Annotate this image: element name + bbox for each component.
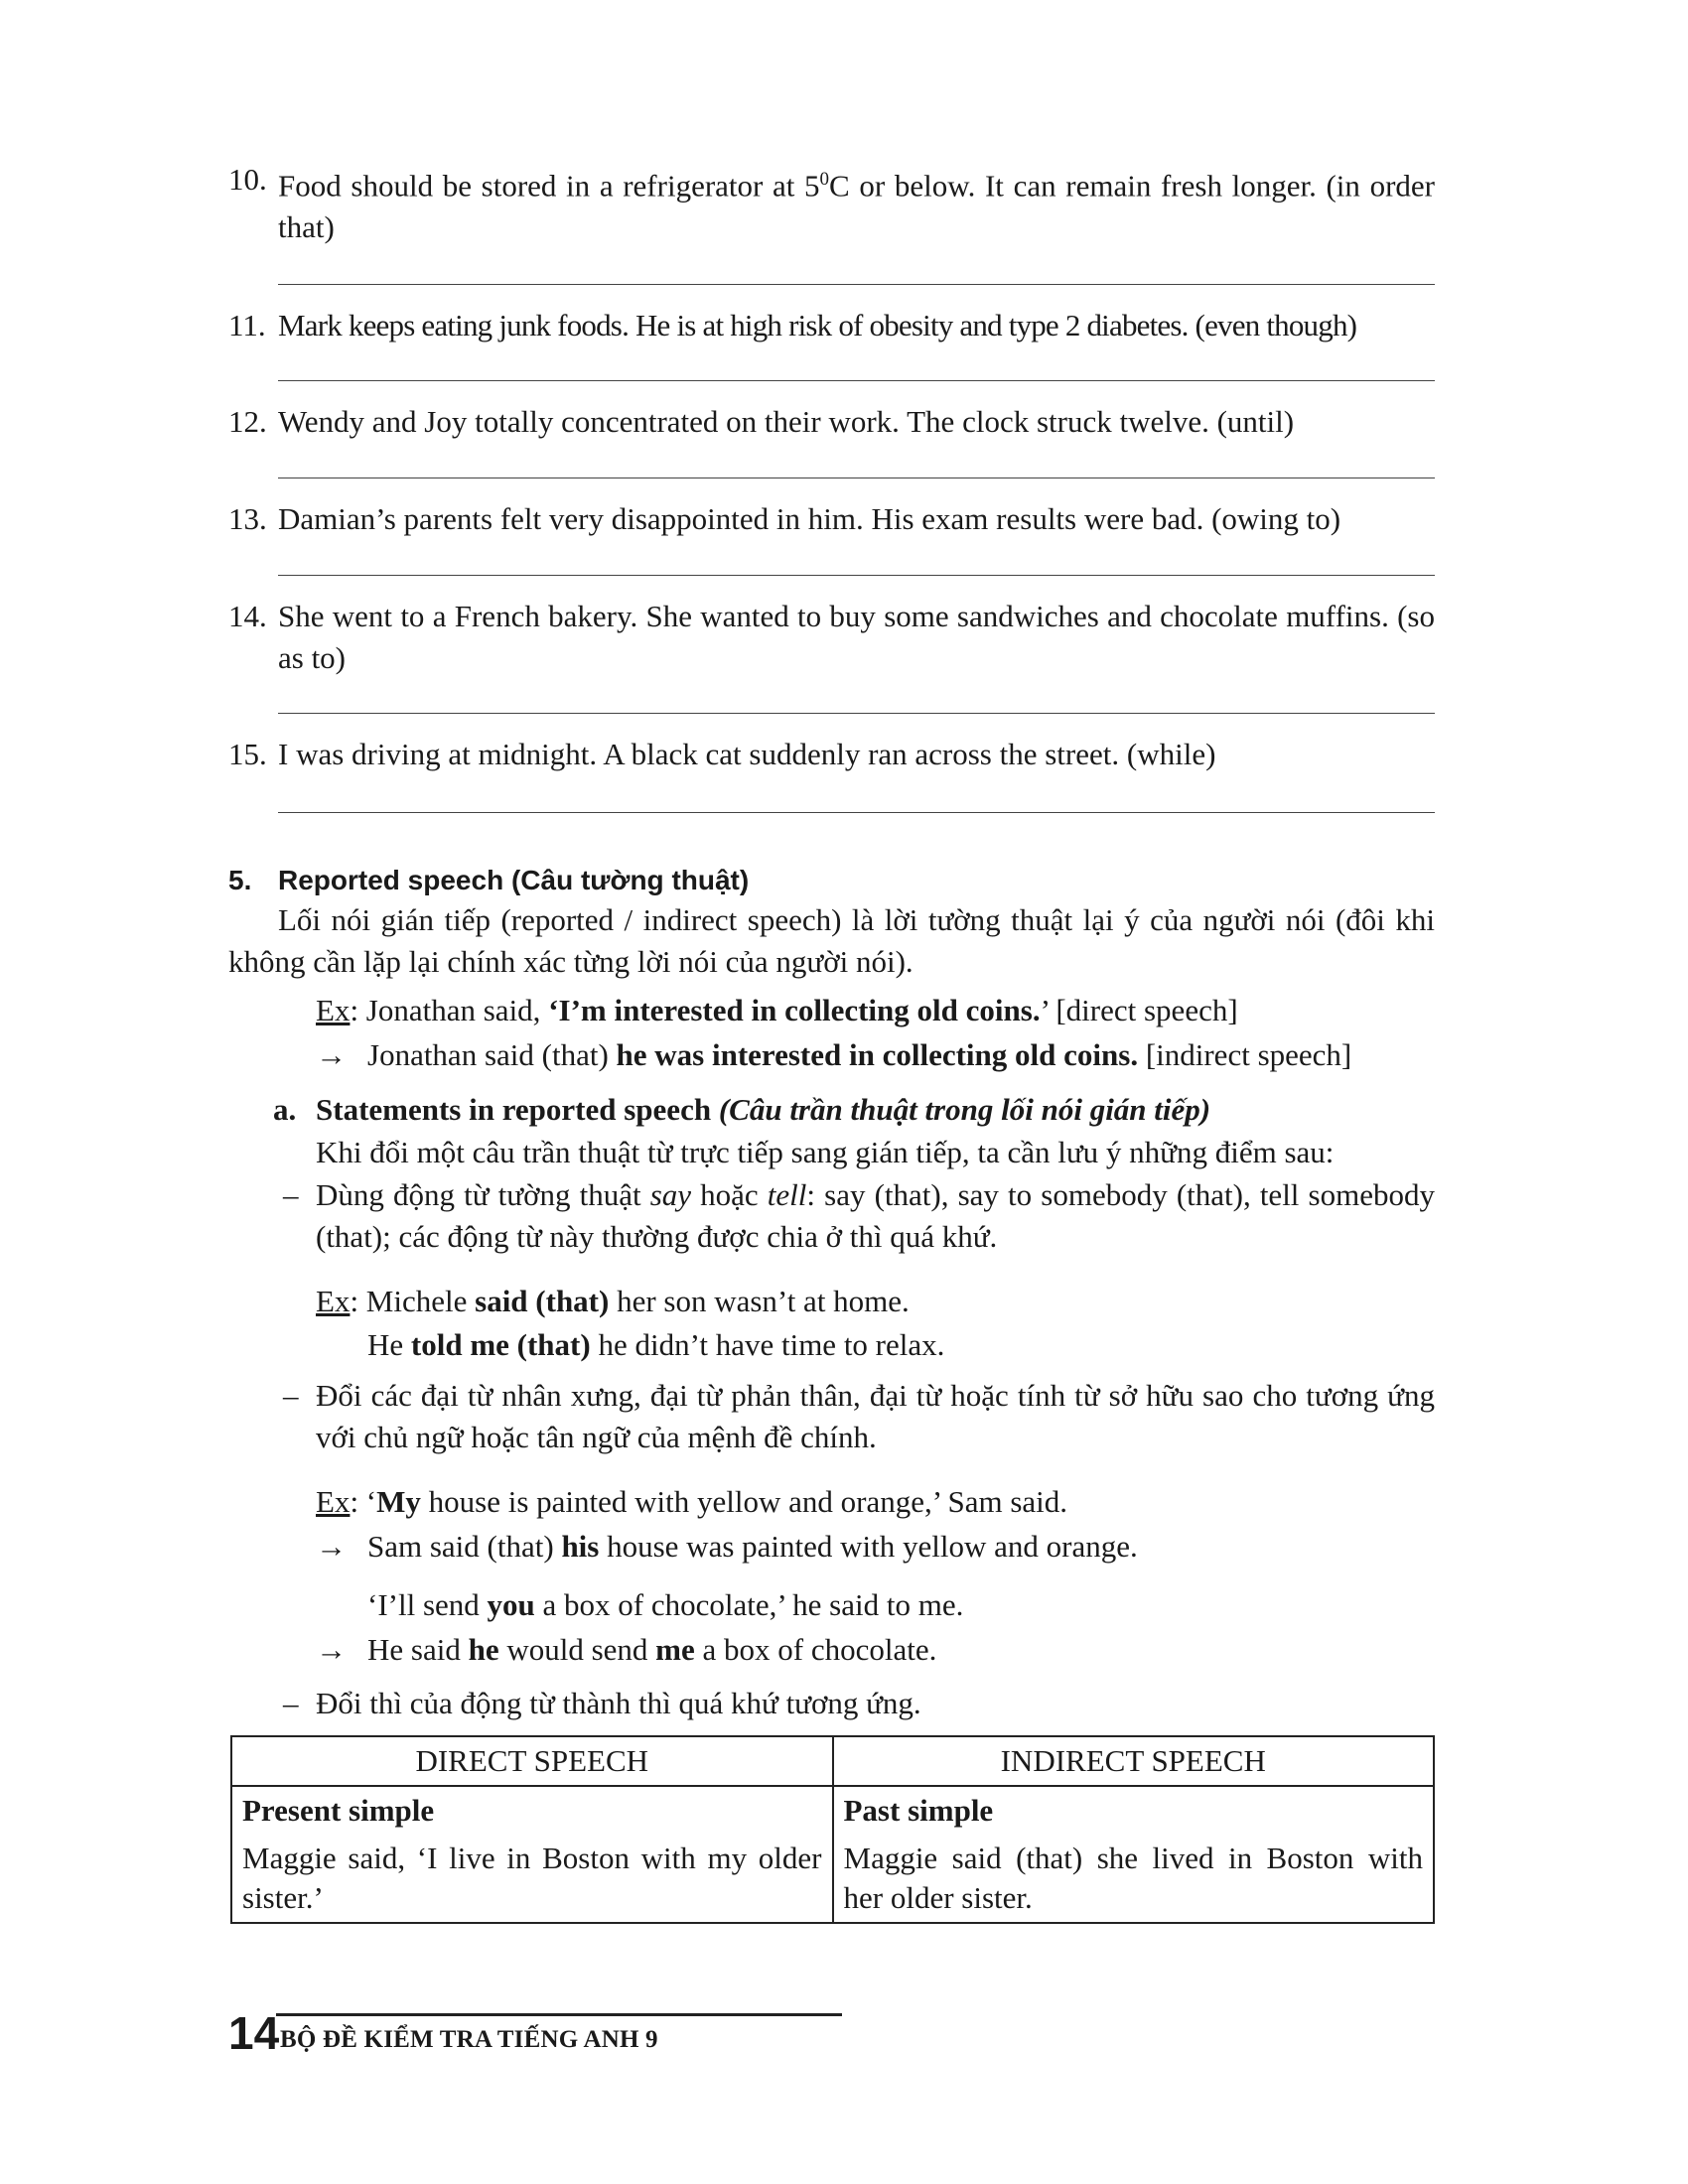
table-row	[231, 1835, 1434, 1923]
example-his: → Sam said (that) his house was painted with yellow and orange.	[316, 1526, 1138, 1568]
exercise-10	[228, 159, 1435, 248]
page-number: 14	[228, 2007, 280, 2059]
example-direct-cell: Maggie said, ‘I live in Boston with my older sister.’	[231, 1835, 833, 1923]
bullet-pronouns: Đổi các đại từ nhân xưng, đại từ phản thân, đại từ hoặc tính từ sở hữu sao cho tương ứng với chủ ngữ hoặc tân ngữ của mệnh đề chính.	[316, 1378, 1435, 1454]
answer-line[interactable]	[278, 713, 1435, 714]
exercise-number: 14.	[228, 599, 267, 633]
example-indirect: → Jonathan said (that) he was interested in collecting old coins. [indirect speech]	[316, 1034, 1351, 1076]
exercise-text: Mark keeps eating junk foods. He is at high risk of obesity and type 2 diabetes. (even though)	[278, 308, 1357, 342]
exercise-14	[228, 596, 1435, 679]
table-row	[231, 1786, 1434, 1835]
exercise-text: I was driving at midnight. A black cat suddenly ran across the street. (while)	[278, 737, 1216, 771]
exercise-13	[228, 498, 1435, 540]
section-title: Reported speech (Câu tường thuật)	[278, 865, 750, 895]
bullet-reporting-verbs: Dùng động từ tường thuật say hoặc tell: say (that), say to somebody (that), tell somebody (that); các động từ này thường được chia ở thì quá khứ.	[316, 1177, 1435, 1254]
exercise-11	[228, 305, 1435, 346]
example-said: Ex: Michele said (that) her son wasn’t at home.	[316, 1284, 910, 1318]
example-direct: Ex: Jonathan said, ‘I’m interested in collecting old coins.’ [direct speech]	[316, 993, 1238, 1027]
answer-line[interactable]	[278, 575, 1435, 576]
example-you: ‘I’ll send you a box of chocolate,’ he said to me.	[367, 1587, 964, 1622]
subsection-intro: Khi đổi một câu trần thuật từ trực tiếp sang gián tiếp, ta cần lưu ý những điểm sau:	[316, 1135, 1335, 1169]
exercise-text: Wendy and Joy totally concentrated on their work. The clock struck twelve. (until)	[278, 404, 1295, 439]
bullet-dash: –	[283, 1686, 299, 1720]
section-heading: 5. Reported speech (Câu tường thuật)	[228, 865, 750, 895]
arrow-icon: →	[316, 1632, 347, 1667]
example-told: He told me (that) he didn’t have time to relax.	[367, 1327, 945, 1362]
exercise-number: 13.	[228, 501, 267, 536]
example-my: Ex: ‘My house is painted with yellow and orange,’ Sam said.	[316, 1484, 1068, 1519]
table-header-row	[231, 1736, 1434, 1786]
bullet-dash: –	[283, 1378, 299, 1413]
exercise-text: Damian’s parents felt very disappointed in him. His exam results were bad. (owing to)	[278, 501, 1341, 536]
arrow-icon: →	[316, 1529, 347, 1564]
exercise-12	[228, 401, 1435, 443]
exercise-number: 10.	[228, 162, 267, 197]
exercise-text: Food should be stored in a refrigerator at $5^0C$ or below. It can remain fresh longer. (in order that)	[278, 168, 1435, 245]
footer-rule	[276, 2013, 842, 2016]
answer-line[interactable]	[278, 284, 1435, 285]
speech-table	[230, 1735, 1435, 1924]
bullet-tense: Đổi thì của động từ thành thì quá khứ tương ứng.	[316, 1686, 921, 1720]
book-title: BỘ ĐỀ KIỂM TRA TIẾNG ANH 9	[280, 2026, 658, 2053]
tense-direct: Present simple	[231, 1786, 833, 1835]
example-indirect-cell: Maggie said (that) she lived in Boston with her older sister.	[833, 1835, 1435, 1923]
header-indirect-speech: INDIRECT SPEECH	[833, 1736, 1435, 1786]
exercise-number: 15.	[228, 737, 267, 771]
arrow-icon: →	[316, 1037, 347, 1072]
exercise-number: 12.	[228, 404, 267, 439]
answer-line[interactable]	[278, 812, 1435, 813]
tense-indirect: Past simple	[833, 1786, 1435, 1835]
example-he-me: → He said he would send me a box of chocolate.	[316, 1629, 936, 1671]
section-intro: Lối nói gián tiếp (reported / indirect speech) là lời tường thuật lại ý của người nói (đôi khi không cần lặp lại chính xác từng lời nói của người nói).	[228, 902, 1435, 979]
exercise-15	[228, 734, 1435, 775]
answer-line[interactable]	[278, 380, 1435, 381]
bullet-dash: –	[283, 1177, 299, 1212]
header-direct-speech: DIRECT SPEECH	[231, 1736, 833, 1786]
exercise-number: 11.	[228, 308, 266, 342]
subsection-heading: a. Statements in reported speech (Câu trần thuật trong lối nói gián tiếp)	[273, 1092, 1211, 1127]
exercise-text: She went to a French bakery. She wanted to buy some sandwiches and chocolate muffins. (so as to)	[278, 599, 1435, 675]
